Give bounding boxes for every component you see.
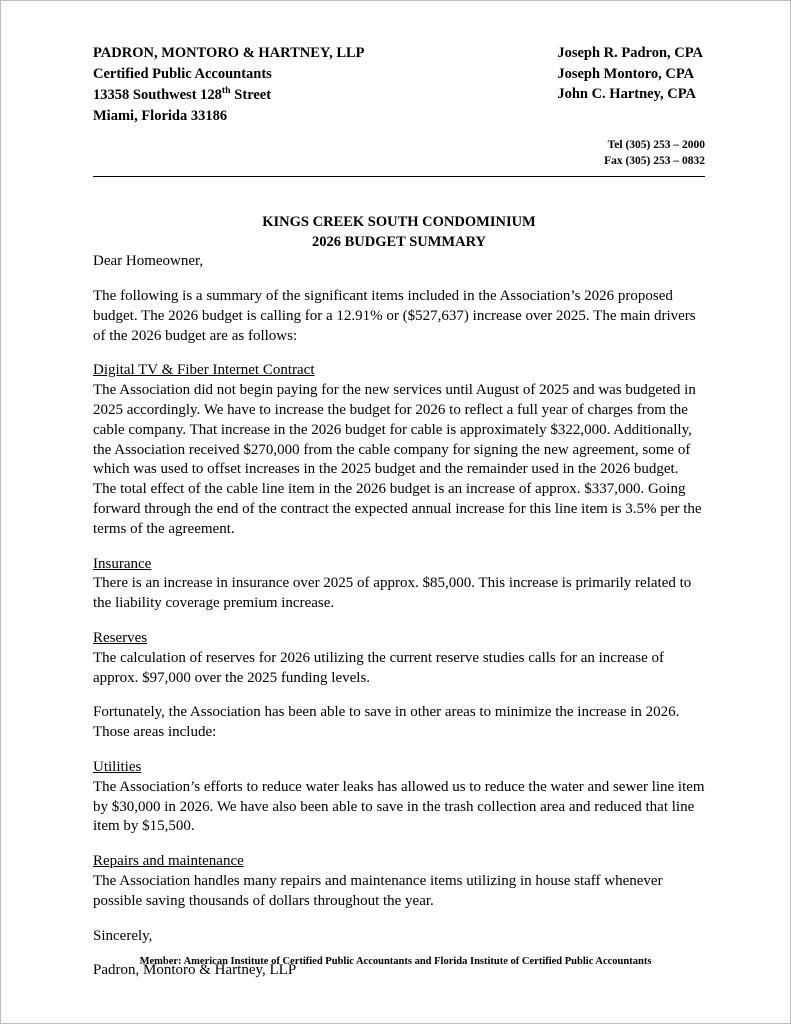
phone-number: Tel (305) 253 – 2000: [607, 139, 705, 152]
spacer: [93, 688, 705, 703]
spacer: [93, 272, 705, 287]
signature-line: Padron, Montoro & Hartney, LLP: [93, 962, 297, 979]
letter-body: [93, 252, 705, 981]
firm-address-block: [93, 43, 365, 126]
spacer: [93, 540, 705, 555]
document-footer: Member: American Institute of Certified Public Accountants and Florida Institute of Certified Public Accountants: [139, 956, 652, 967]
street-ordinal-suffix: th: [221, 85, 231, 97]
section-heading-reserves: Reserves: [93, 630, 148, 647]
partner-2: Joseph Montoro, CPA: [557, 65, 695, 82]
salutation: Dear Homeowner,: [93, 253, 204, 270]
title-line-2: 2026 BUDGET SUMMARY: [311, 233, 487, 250]
section-heading-utilities: Utilities: [93, 759, 142, 776]
section-heading-insurance: Insurance: [93, 555, 152, 572]
document-content: [93, 43, 705, 981]
section-body-utilities: The Association’s efforts to reduce water leaks has allowed us to reduce the water and sewer line item by $30,000 in 2026. We have also been able to save in the trash collection area and reduced that line item by $15,500.: [93, 778, 705, 835]
section-body-reserves: The calculation of reserves for 2026 utilizing the current reserve studies calls for an increase of approx. $97,000 over the 2025 funding levels.: [93, 649, 665, 686]
firm-street: [93, 84, 365, 105]
contact-block: [93, 138, 705, 169]
partner-3: John C. Hartney, CPA: [557, 86, 697, 103]
section-body-insurance: There is an increase in insurance over 2025 of approx. $85,000. This increase is primarily related to the liability coverage premium increase.: [93, 575, 692, 612]
spacer: [93, 346, 705, 361]
partner-1: Joseph R. Padron, CPA: [557, 45, 703, 61]
fax-number: Fax (305) 253 – 0832: [604, 154, 705, 167]
firm-city-state-zip: Miami, Florida 33186: [93, 107, 228, 124]
spacer: [93, 837, 705, 852]
partners-block: [557, 43, 705, 105]
title-line-1: KINGS CREEK SOUTH CONDOMINIUM: [262, 214, 536, 231]
firm-subtitle: Certified Public Accountants: [93, 65, 272, 82]
intro-paragraph: The following is a summary of the significant items included in the Association’s 2026 proposed budget. The 2026 budget is calling for a 12.91% or ($527,637) increase over 2025. The main drivers of the 2026 budget are as follows:: [93, 288, 696, 344]
firm-name: PADRON, MONTORO & HARTNEY, LLP: [93, 45, 365, 61]
street-word: Street: [230, 86, 272, 103]
page-title: [93, 213, 705, 252]
section-body-repairs: The Association handles many repairs and maintenance items utilizing in house staff whenever possible saving thousands of dollars throughout the year.: [93, 873, 663, 909]
letterhead: [93, 43, 705, 126]
section-body-cable: The Association did not begin paying for the new services until August of 2025 and was budgeted in 2025 accordingly. We have to increase the budget for 2026 to reflect a full year of charges from the cable company. That increase in the 2026 budget for cable is approximately $322,000. Additionally, the Association received $270,000 from the cable company for signing the new agreement, some of which was used to offset increases in the 2025 budget and the remainder used in the 2026 budget. The total effect of the cable line item in the 2026 budget is an increase of approx. $337,000. Going forward through the end of the contract the expected annual increase for this line item is 3.5% per the terms of the agreement.: [93, 382, 702, 537]
section-heading-cable: Digital TV & Fiber Internet Contract: [93, 362, 315, 379]
transition-paragraph: Fortunately, the Association has been able to save in other areas to minimize the increase in 2026. Those areas include:: [93, 704, 680, 741]
section-heading-repairs: Repairs and maintenance: [93, 853, 244, 870]
firm-street-number: 13358 Southwest 128: [93, 86, 222, 103]
spacer: [93, 614, 705, 629]
spacer: [93, 743, 705, 758]
spacer: [93, 912, 705, 927]
closing-line: Sincerely,: [93, 927, 153, 944]
header-divider: [93, 176, 705, 177]
